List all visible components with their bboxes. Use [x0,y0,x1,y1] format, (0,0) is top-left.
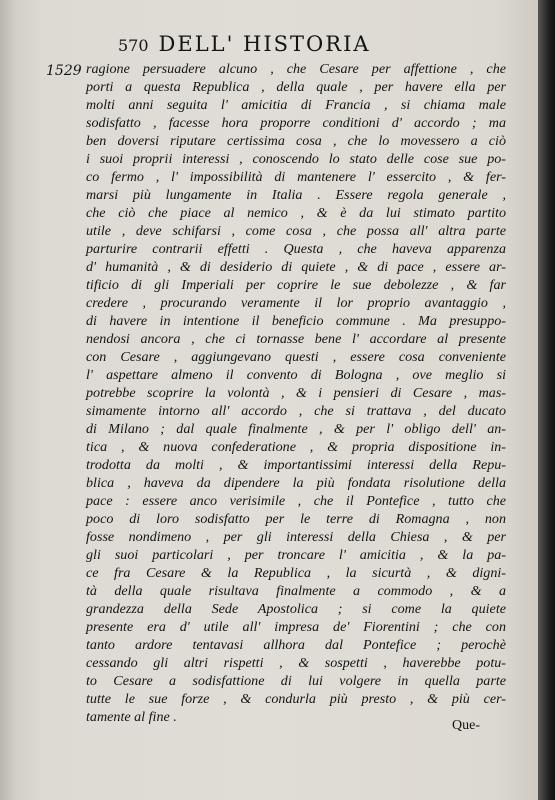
body-text [86,60,506,726]
text-line: blica , haveva da dipendere la più fondata risolutione della [86,475,506,491]
text-line: utile , deve schifarsi , come cosa , che possa all' altra parte [86,223,506,239]
text-line: nendosi ancora , che ci tornasse bene l' accordare al presente [86,331,506,347]
text-line: di havere in intentione il beneficio commune . Ma presuppo- [86,313,506,329]
text-line: ragione persuadere alcuno , che Cesare per affettione , che [86,61,506,77]
text-line: ben doversi riputare certissima cosa , che lo movessero a ciò [86,133,506,149]
text-line: che ciò che piace al nemico , & è da lui stimato partito [86,205,506,221]
text-line: con Cesare , aggiungevano questi , essere cosa conveniente [86,349,506,365]
text-line: poco di loro sodisfatto per le terre di Romagna , non [86,511,506,527]
text-line: presente era d' utile all' impresa de' Fiorentini ; che con [86,619,506,635]
running-head [118,32,371,56]
text-line: molti anni seguita l' amicitia di Francia , si chiama male [86,97,506,113]
margin-year: 1529 [46,63,82,79]
text-line: co fermo , l' impossibilità di mantenere l' essercito , & fer- [86,169,506,185]
text-line: trodotta da molti , & importantissimi interessi della Repu- [86,457,506,473]
text-line: tanto ardore tentavasi allhora dal Pontefice ; perochè [86,637,506,653]
text-line: di Milano ; dal quale finalmente , & per l' obligo dell' an- [86,421,506,437]
text-line: credere , procurando veramente il lor proprio avantaggio , [86,295,506,311]
page-number: 570 [118,36,149,55]
text-line: grandezza della Sede Apostolica ; si come la quiete [86,601,506,617]
text-line: sodisfatto , facesse hora proporre conditioni d' accordo ; ma [86,115,506,131]
text-line: tica , & nuova confederatione , & propria dispositione in- [86,439,506,455]
catchword: Que- [452,718,480,733]
text-line: to Cesare a sodisfattione di lui volgere in quella parte [86,673,506,689]
text-line: simamente intorno all' accordo , che si trattava , del ducato [86,403,506,419]
text-line: ce fra Cesare & la Republica , la sicurtà , & digni- [86,565,506,581]
text-line: i suoi proprii interessi , conoscendo lo stato delle cose sue po- [86,151,506,167]
running-title: DELL' HISTORIA [158,32,371,56]
text-line: marsi più lungamente in Italia . Essere regola generale , [86,187,506,203]
text-line: tà della quale risultava finalmente a commodo , & a [86,583,506,599]
text-line: tamente al fine . [86,709,177,725]
text-line: potrebbe scoprire la volontà , & i pensieri di Cesare , mas- [86,385,506,401]
text-line: tutte le sue forze , & condurla più presto , & più cer- [86,691,506,707]
text-line: fosse nondimeno , per gli interessi della Chiesa , & per [86,529,506,545]
text-line: d' humanità , & di desiderio di quiete , & di pace , essere ar- [86,259,506,275]
text-line: l' aspettare almeno il convento di Bologna , ove meglio si [86,367,506,383]
text-line: tificio di gli Imperiali per coprire le sue debolezze , & far [86,277,506,293]
text-line: cessando gli altri rispetti , & sospetti , haverebbe potu- [86,655,506,671]
text-line: parturire contrarii effetti . Questa , che haveva apparenza [86,241,506,257]
binding-shadow [538,0,555,800]
text-line: gli suoi particolari , per troncare l' amicitia , & la pa- [86,547,506,563]
text-line: pace : essere anco verisimile , che il Pontefice , tutto che [86,493,506,509]
text-line: porti a questa Republica , della quale , per havere ella per [86,79,506,95]
